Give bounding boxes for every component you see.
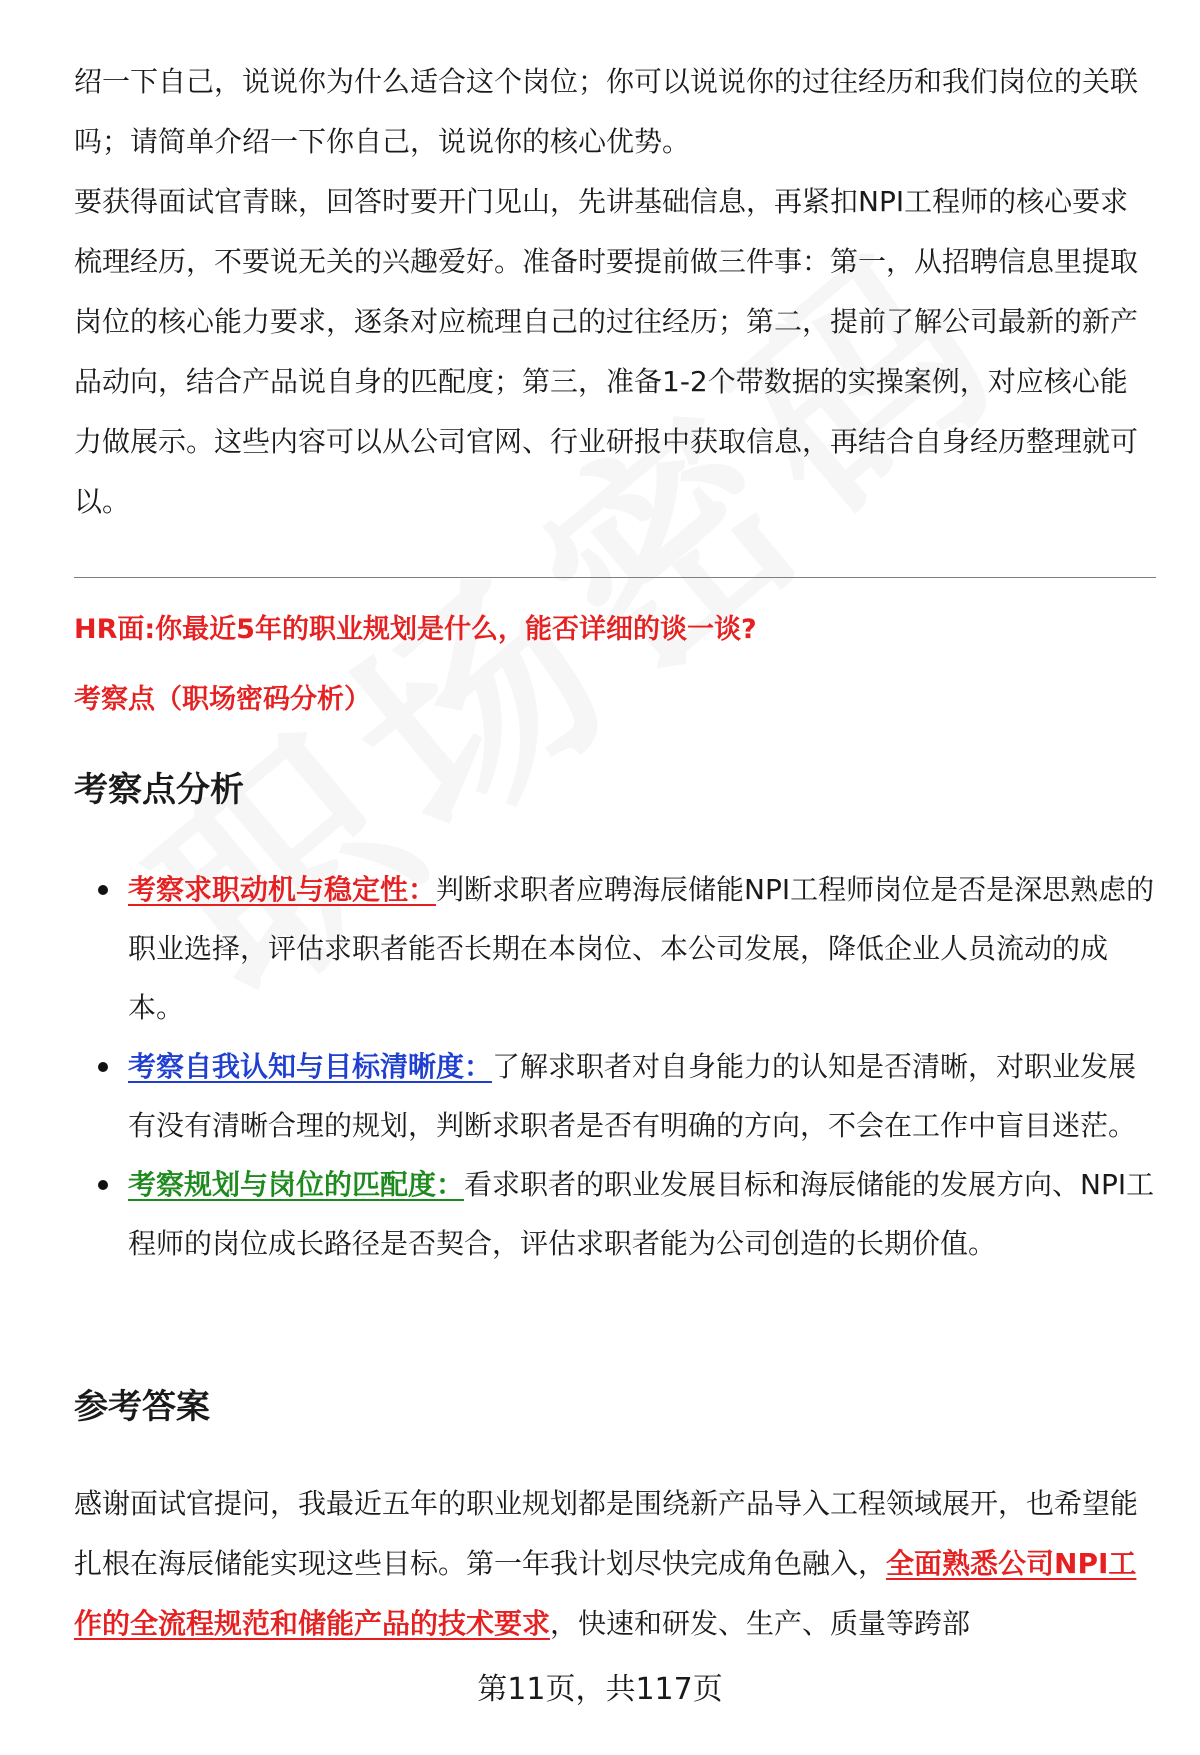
analysis-heading: 考察点分析 [74, 770, 244, 810]
answer-highlight: 全面熟悉公司NPI工作的全流程规范和储能产品的技术要求 [74, 1547, 1137, 1640]
intro-paragraph-2: 要获得面试官青睐，回答时要开门见山，先讲基础信息，再紧扣NPI工程师的核心要求梳理经历，不要说无关的兴趣爱好。准备时要提前做三件事：第一，从招聘信息里提取岗位的核心能力要求，逐条对应梳理自己的过往经历；第二，提前了解公司最新的新产品动向，结合产品说自身的匹配度；第三，准备1-2个带数据的实操案例，对应核心能力做展示。这些内容可以从公司官网、行业研报中获取信息，再结合自身经历整理就可以。 [74, 185, 1139, 518]
analysis-list [74, 860, 1156, 1273]
analysis-item-label: 考察自我认知与目标清晰度： [128, 1050, 493, 1083]
analysis-item [74, 1155, 1156, 1273]
analysis-item-text: 了解求职者对自身能力的认知是否清晰，对职业发展有没有清晰合理的规划，判断求职者是否有明确的方向，不会在工作中盲目迷茫。 [128, 1050, 1137, 1142]
analysis-item [74, 1037, 1156, 1155]
page-footer: 第11页，共117页 [477, 1672, 723, 1707]
question-title: HR面:你最近5年的职业规划是什么，能否详细的谈一谈? [74, 614, 757, 645]
bullet-icon [98, 1062, 108, 1072]
analysis-item-label: 考察求职动机与稳定性： [128, 873, 437, 906]
analysis-item-text: 看求职者的职业发展目标和海辰储能的发展方向、NPI工程师的岗位成长路径是否契合，评估求职者能为公司创造的长期价值。 [128, 1168, 1155, 1260]
answer-text-after: ，快速和研发、生产、质量等跨部 [550, 1607, 971, 1640]
bullet-icon [98, 885, 108, 895]
section-divider [74, 577, 1156, 578]
intro-section [74, 52, 1154, 532]
answer-paragraph [74, 1474, 1156, 1654]
answer-text-before: 感谢面试官提问，我最近五年的职业规划都是围绕新产品导入工程领域展开，也希望能扎根在海辰储能实现这些目标。第一年我计划尽快完成角色融入， [74, 1487, 1139, 1580]
intro-paragraph-1: 绍一下自己，说说你为什么适合这个岗位；你可以说说你的过往经历和我们岗位的关联吗；请简单介绍一下你自己，说说你的核心优势。 [74, 65, 1139, 158]
bullet-icon [98, 1180, 108, 1190]
analysis-item-label: 考察规划与岗位的匹配度： [128, 1168, 465, 1201]
analysis-item-text: 判断求职者应聘海辰储能NPI工程师岗位是否是深思熟虑的职业选择，评估求职者能否长期在本岗位、本公司发展，降低企业人员流动的成本。 [128, 873, 1155, 1024]
analysis-item [74, 860, 1156, 1037]
answer-heading: 参考答案 [74, 1387, 210, 1427]
question-subtitle: 考察点（职场密码分析） [74, 684, 371, 715]
